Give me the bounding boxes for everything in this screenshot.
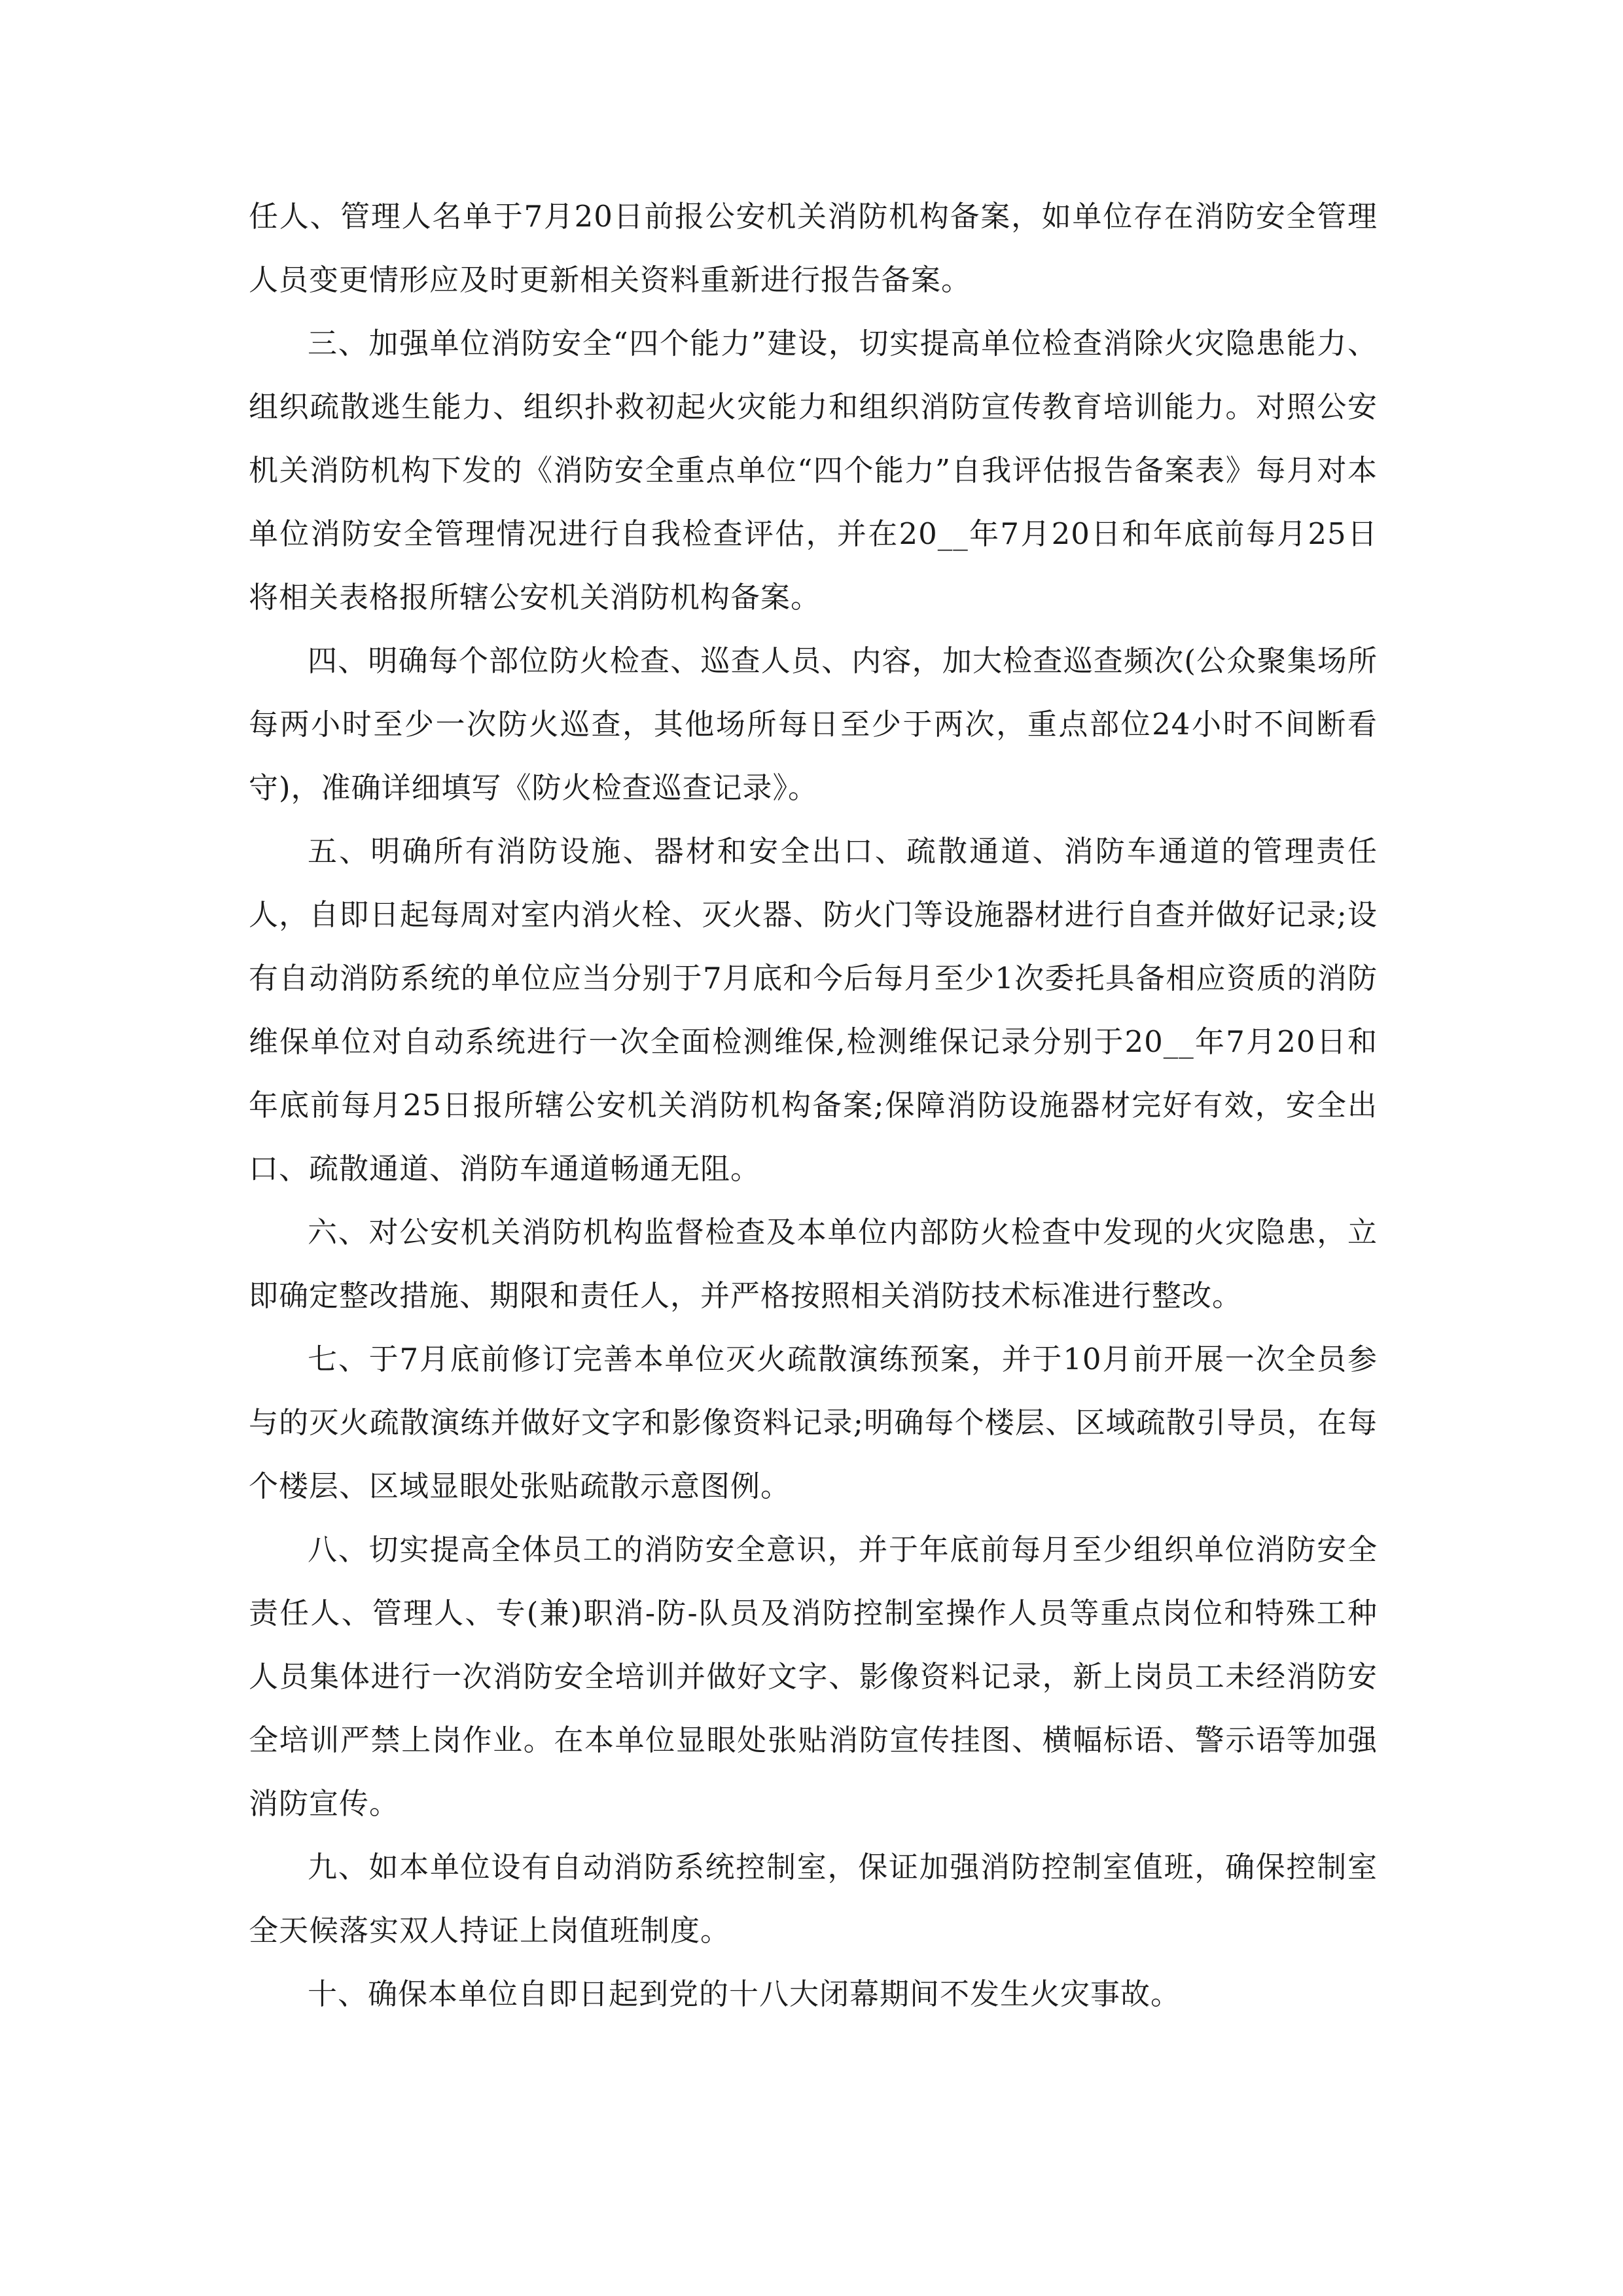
- paragraph-item-3: 三、加强单位消防安全“四个能力”建设，切实提高单位检查消除火灾隐患能力、组织疏散逃生能力、组织扑救初起火灾能力和组织消防宣传教育培训能力。对照公安机关消防机构下发的《消防安全重点单位“四个能力”自我评估报告备案表》每月对本单位消防安全管理情况进行自我检查评估，并在20__年7月20日和年底前每月25日将相关表格报所辖公安机关消防机构备案。: [249, 326, 1378, 615]
- paragraph-item-4: 四、明确每个部位防火检查、巡查人员、内容，加大检查巡查频次(公众聚集场所每两小时至少一次防火巡查，其他场所每日至少于两次，重点部位24小时不间断看守)，准确详细填写《防火检查巡查记录》。: [249, 643, 1378, 805]
- paragraph-item-7: 七、于7月底前修订完善本单位灭火疏散演练预案，并于10月前开展一次全员参与的灭火疏散演练并做好文字和影像资料记录;明确每个楼层、区域疏散引导员，在每个楼层、区域显眼处张贴疏散示意图例。: [249, 1342, 1378, 1503]
- paragraph-continuation: 任人、管理人名单于7月20日前报公安机关消防机构备案，如单位存在消防安全管理人员变更情形应及时更新相关资料重新进行报告备案。: [249, 199, 1378, 297]
- paragraph-item-6: 六、对公安机关消防机构监督检查及本单位内部防火检查中发现的火灾隐患，立即确定整改措施、期限和责任人，并严格按照相关消防技术标准进行整改。: [249, 1215, 1378, 1313]
- paragraph-item-8: 八、切实提高全体员工的消防安全意识，并于年底前每月至少组织单位消防安全责任人、管理人、专(兼)职消-防-队员及消防控制室操作人员等重点岗位和特殊工种人员集体进行一次消防安全培训并做好文字、影像资料记录，新上岗员工未经消防安全培训严禁上岗作业。在本单位显眼处张贴消防宣传挂图、横幅标语、警示语等加强消防宣传。: [249, 1532, 1378, 1821]
- paragraph-item-10: 十、确保本单位自即日起到党的十八大闭幕期间不发生火灾事故。: [308, 1977, 1181, 2011]
- paragraph-item-9: 九、如本单位设有自动消防系统控制室，保证加强消防控制室值班，确保控制室全天候落实双人持证上岗值班制度。: [249, 1850, 1378, 1948]
- document-body: [249, 185, 1378, 2026]
- paragraph-item-5: 五、明确所有消防设施、器材和安全出口、疏散通道、消防车通道的管理责任人，自即日起每周对室内消火栓、灭火器、防火门等设施器材进行自查并做好记录;设有自动消防系统的单位应当分别于7月底和今后每月至少1次委托具备相应资质的消防维保单位对自动系统进行一次全面检测维保,检测维保记录分别于20__年7月20日和年底前每月25日报所辖公安机关消防机构备案;保障消防设施器材完好有效，安全出口、疏散通道、消防车通道畅通无阻。: [249, 834, 1378, 1186]
